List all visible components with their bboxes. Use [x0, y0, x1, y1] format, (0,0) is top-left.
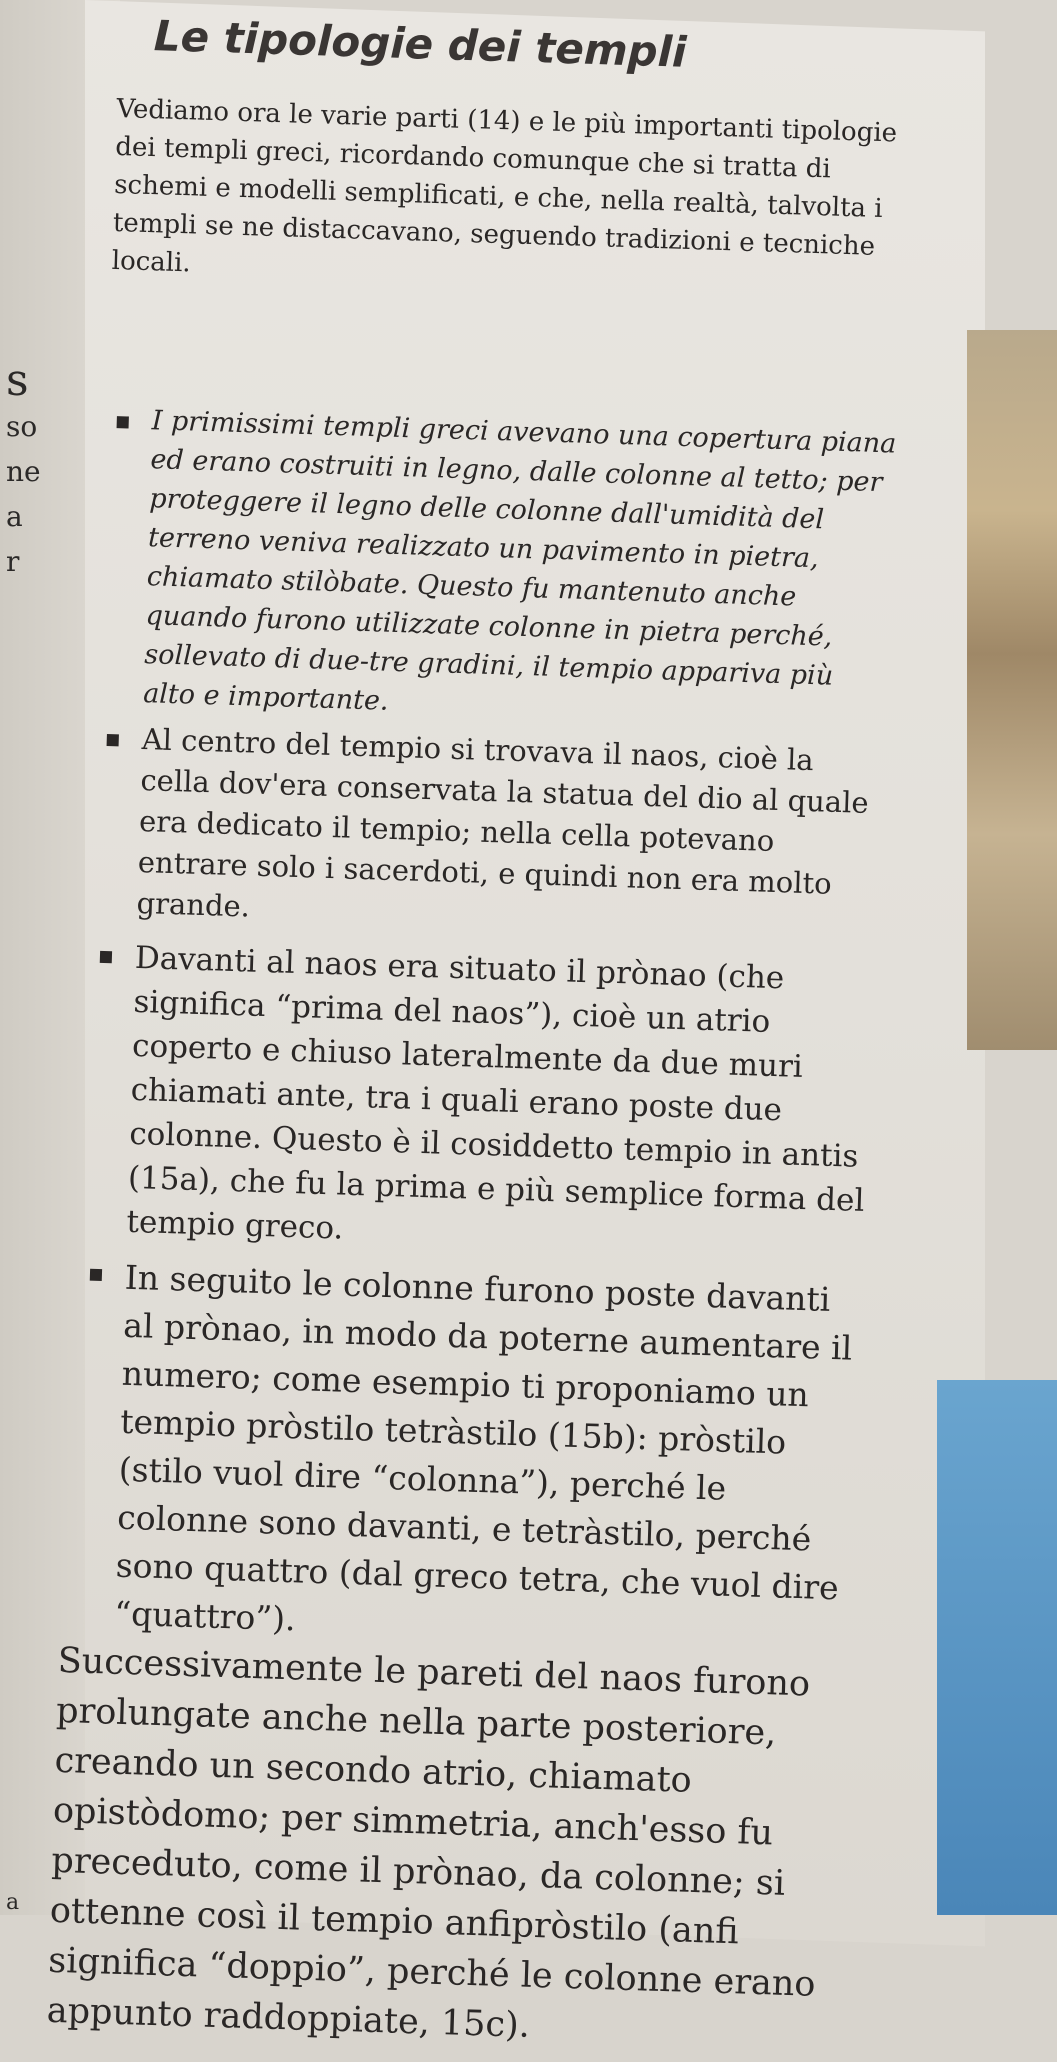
left-fragment: so — [6, 410, 38, 443]
bullet-list — [46, 400, 897, 2061]
bullet-item: In seguito le colonne furono poste davanti al prònao, in modo da poterne aumentare il numero; come esempio ti proponiamo un tempio pròstilo tetràstilo (15b): pròstilo (stilo vuol dire “colonna”), perché le colonne sono davanti, e tetràstilo, perché sono quattro (dal greco tetra, che vuol dire “quattro”). — [69, 1252, 871, 1661]
left-fragment: a — [6, 500, 23, 533]
temple-photo-edge — [967, 330, 1057, 1050]
left-fragment: s — [6, 355, 29, 406]
paragraph: Successivamente le pareti del naos furono prolungate anche nella parte posteriore, creando un secondo atrio, chiamato opistòdomo; per simmetria, anch'esso fu preceduto, come il prònao, da colonne; si ottenne così il tempio anfipròstilo (anfi significa “doppio”, perché le colonne erano appunto raddoppiate, 15c). — [46, 1640, 817, 2046]
left-fragment: ne — [6, 455, 41, 488]
left-fragment: a — [6, 1890, 20, 1915]
bullet-item: Davanti al naos era situato il prònao (che significa “prima del naos”), cioè un atrio coperto e chiuso lateralmente da due muri chiamati ante, tra i quali erano poste due colonne. Questo è il cosiddetto tempio in antis (15a), che fu la prima e più semplice forma del tempio greco. — [81, 935, 880, 1268]
page-title: Le tipologie dei templi — [153, 11, 688, 77]
left-fragment: r — [6, 545, 20, 578]
page-content — [46, 0, 960, 2046]
intro-paragraph: Vediamo ora le varie parti (14) e le più importanti tipologie dei templi greci, ricordando comunque che si tratta di schemi e modelli semplificati, e che, nella realtà, talvolta i templi se ne distaccavano, seguendo tradizioni e tecniche locali. — [111, 93, 898, 279]
sky-photo-edge — [937, 1380, 1057, 1915]
bullet-item: I primissimi templi greci avevano una copertura piana ed erano costruiti in legno, dalle colonne al tetto; per proteggere il legno delle colonne dall'umidità del terreno veniva realizzato un pavimento in pietra, chiamato stilòbate. Questo fu mantenuto anche quando furono utilizzate colonne in pietra perché, sollevato di due-tre gradini, il tempio appariva più alto e importante. — [98, 400, 897, 737]
bullet-item: Al centro del tempio si trovava il naos, cioè la cella dov'era conservata la statua del dio al quale era dedicato il tempio; nella cella potevano entrare solo i sacerdoti, e quindi non era molto grande. — [91, 718, 887, 948]
